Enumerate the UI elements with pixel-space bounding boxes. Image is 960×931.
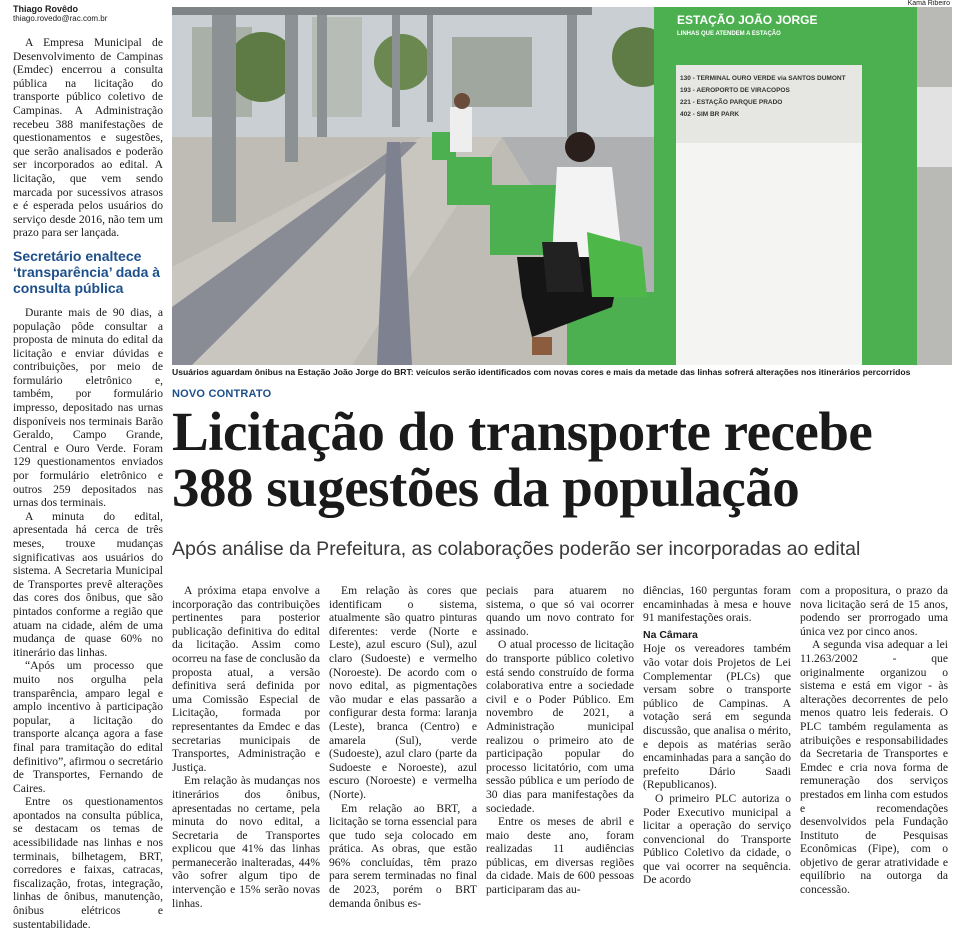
station-line: 130 - TERMINAL OURO VERDE via SANTOS DUMONT [680, 75, 846, 82]
paragraph: Hoje os vereadores também vão votar dois Projetos de Lei Complementar (PLCs) que versam sobre o transporte público de Campinas. A votação será em segunda discussão, que analisa o mérito, e depois as matérias serão encaminhadas para a sanção do prefeito Dário Saadi (Republicanos). [643, 642, 791, 792]
photo-credit: Kamá Ribeiro [907, 0, 950, 7]
article-column-2 [329, 584, 477, 910]
paragraph: com a propositura, o prazo da nova licitação será de 15 anos, podendo ser prorrogado uma única vez por cinco anos. [800, 584, 948, 638]
paragraph: A segunda visa adequar a lei 11.263/2002 - que originalmente organizou o sistema e está em vigor - às alterações decorrentes de pelo menos quatro leis federais. O PLC também regulamenta as atribuições e responsabilidades da Secretaria de Transportes e Emdec e cria nova forma de remuneração dos serviços prestados em linha com estudos e recomendações desenvolvidos pela Fundação Instituto de Pesquisas Econômicas (Fipe), com o objetivo de gerar atratividade e equilíbrio na outorga da concessão. [800, 638, 948, 897]
paragraph: Em relação ao BRT, a licitação se torna essencial para que tudo seja colocado em prática. As obras, que estão 96% concluídas, têm prazo para serem terminadas no final de 2023, porém o BRT demanda ônibus es- [329, 801, 477, 910]
paragraph: Durante mais de 90 dias, a população pôde consultar a proposta de minuta do edital da licitação e enviar dúvidas e contribuições, por meio de formulário eletrônico e, também, por formulário impresso, depositado nas urnas disponíveis nos terminais Barão Geraldo, Campo Grande, Central e Ouro Verde. Foram 129 questionamentos enviados por formulário eletrônico e outros 259 depositados nas urnas dos terminais. [13, 305, 163, 510]
kicker: NOVO CONTRATO [172, 388, 272, 400]
byline [13, 4, 163, 23]
paragraph: O atual processo de licitação do transporte público coletivo está sendo construído de forma colaborativa entre a sociedade civil e o Poder Público. Em novembro de 2021, a Administração municipal realizou o primeiro ato de participação popular do processo licitatório, com uma sessão pública e um período de 30 dias para manifestações da sociedade. [486, 638, 634, 815]
headline: Licitação do transporte recebe 388 sugestões da população [172, 401, 873, 518]
paragraph: O primeiro PLC autoriza o Poder Executivo municipal a licitar a operação do serviço convencional do Transporte Público Coletivo da cidade, o que vai ocorrer na sequência. De acordo [643, 791, 791, 887]
station-line: 221 - ESTAÇÃO PARQUE PRADO [680, 99, 783, 106]
paragraph: “Após um processo que muito nos orgulha pela transparência, amparo legal e amplo incentivo à participação popular, a licitação do transporte alcança agora a fase final para tramitação do edital definitivo”, afirmou o secretário de Transportes, Fernando de Caires. [13, 659, 163, 795]
article-body [172, 584, 952, 910]
article-column-1 [172, 584, 320, 910]
author-email[interactable]: thiago.rovedo@rac.com.br [13, 14, 108, 23]
station-sign-subtitle: LINHAS QUE ATENDEM A ESTAÇÃO [677, 31, 781, 37]
article-column-3 [486, 584, 634, 897]
paragraph: diências, 160 perguntas foram encaminhadas à mesa e houve 91 manifestações orais. [643, 584, 791, 625]
station-sign-title: ESTAÇÃO JOÃO JORGE [677, 13, 818, 27]
article-column-4 [643, 584, 791, 887]
station-line: 193 - AEROPORTO DE VIRACOPOS [680, 87, 790, 94]
author-name: Thiago Rovêdo [13, 4, 78, 14]
article-column-5 [800, 584, 948, 897]
photo-caption: Usuários aguardam ônibus na Estação João Jorge do BRT: veículos serão identificados com novas cores e mais da metade das linhas sofrerá alterações nos itinerários percorridos [172, 367, 911, 377]
paragraph: peciais para atuarem no sistema, o que só vai ocorrer quando um novo contrato for assinado. [486, 584, 634, 638]
paragraph: Em relação às cores que identificam o sistema, atualmente são quatro pinturas diferentes: verde (Norte e Leste), azul escuro (Sul), azul claro (Sudoeste) e vermelho (Noroeste). De acordo com o novo edital, as pigmentações vão mudar e elas passarão a configurar desta forma: laranja (Leste), branca (Centro) e amarela (Sul), verde (Sudoeste), azul claro (parte da Sudoeste e Noroeste), azul escuro (Noroeste) e vermelha (Norte). [329, 584, 477, 801]
paragraph: Em relação às mudanças nos itinerários dos ônibus, apresentadas no certame, pela minuta do novo edital, a Secretaria de Transportes explicou que 41% das linhas permanecerão inalteradas, 44% vão sofrer algum tipo de intervenção e 15% serão novas linhas. [172, 774, 320, 910]
paragraph: A Empresa Municipal de Desenvolvimento de Campinas (Emdec) encerrou a consulta pública na licitação do transporte público coletivo de Campinas. A Administração recebeu 388 manifestações de questionamentos e sugestões, que serão analisados e poderão ser incorporados ao edital. A licitação, que vem sendo marcada por sucessivos atrasos e é esperada pelos usuários do serviço desde 2016, não tem um prazo para ser lançada. [13, 36, 163, 240]
left-column-text [13, 36, 163, 931]
paragraph: Entre os questionamentos apontados na consulta pública, se destacam os temas de acessibilidade nas linhas e nos terminais, bilhetagem, BRT, corredores e faixas, catracas, fiscalização, frotas, integração, linhas de ônibus, manutenção, ônibus elétricos e sustentabilidade. [13, 795, 163, 931]
section-subtitle: Secretário enaltece ‘transparência’ dada à consulta pública [13, 247, 161, 296]
station-line: 402 - SIM BR PARK [680, 111, 740, 118]
bus-station-illustration [172, 7, 952, 365]
paragraph: Entre os meses de abril e maio deste ano, foram realizadas 11 audiências públicas, em diversas regiões da cidade. Mais de 600 pessoas participaram das au- [486, 815, 634, 897]
news-photo [172, 7, 952, 365]
subheadline: Após análise da Prefeitura, as colaborações poderão ser incorporadas ao edital [172, 538, 861, 560]
paragraph: A próxima etapa envolve a incorporação das contribuições pertinentes para posterior publicação definitiva do edital da licitação. Assim como ocorreu na fase de conclusão da proposta atual, a versão definitiva será definida por uma Comissão Especial de Licitação, formada por representantes da Emdec e das secretarias municipais de Transportes, Administração e Justiça. [172, 584, 320, 774]
paragraph: A minuta do edital, apresentada há cerca de três meses, trouxe mudanças significativas aos usuários do sistema. A Secretaria Municipal de Transportes prevê alterações das cores dos ônibus, que são pintados conforme a região que atuam na cidade, além de uma mudança de quase 60% no itinerário das linhas. [13, 509, 163, 659]
section-heading: Na Câmara [643, 628, 698, 641]
